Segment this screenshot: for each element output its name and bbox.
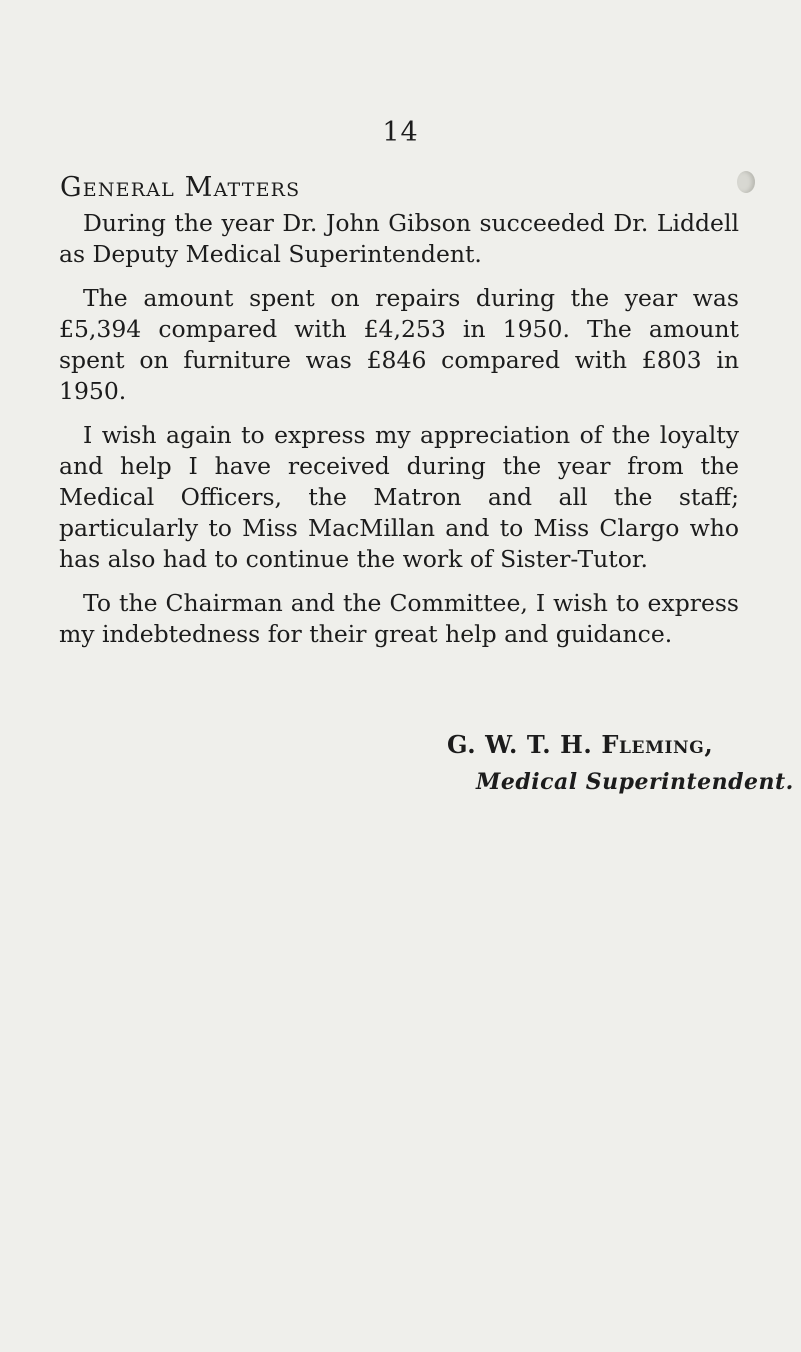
section-heading: General Matters bbox=[60, 172, 301, 203]
paragraph-deputy-superintendent: During the year Dr. John Gibson succeeded Dr. Liddell as Deputy Medical Superintendent. bbox=[59, 209, 739, 268]
body-text bbox=[59, 208, 739, 663]
paragraph-committee-thanks: To the Chairman and the Committee, I wish to express my indebtedness for their great help and guidance. bbox=[59, 589, 739, 648]
paper-blemish bbox=[737, 171, 755, 193]
signature-name: G. W. T. H. Fleming, bbox=[447, 730, 714, 759]
paragraph-expenditure: The amount spent on repairs during the year was £5,394 compared with £4,253 in 1950. The amount spent on furniture was £846 compared with £803 in 1950. bbox=[59, 284, 739, 405]
page-number: 14 bbox=[382, 117, 419, 148]
signature-title: Medical Superintendent. bbox=[476, 769, 794, 795]
paragraph-staff-appreciation: I wish again to express my appreciation of the loyalty and help I have received during the year from the Medical Officers, the Matron and all the staff; particularly to Miss MacMillan and to Miss Clargo who has also had to continue the work of Sister-Tutor. bbox=[59, 421, 739, 573]
